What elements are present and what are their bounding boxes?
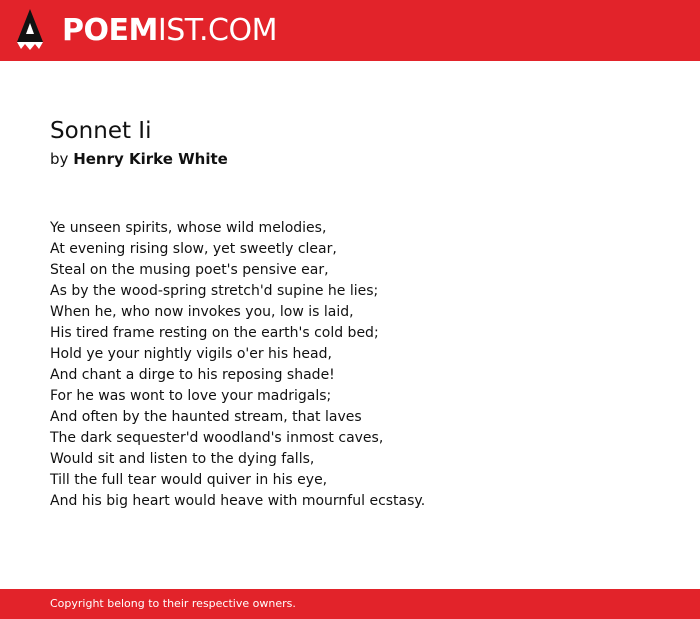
poem-line: Steal on the musing poet's pensive ear, <box>50 262 329 278</box>
pencil-tip-icon[interactable] <box>17 9 43 51</box>
site-header <box>0 0 700 61</box>
site-footer <box>0 589 700 619</box>
logo-text-bold: POEM <box>62 13 158 48</box>
poem-line: The dark sequester'd woodland's inmost caves, <box>50 430 384 446</box>
poem-line: Till the full tear would quiver in his eye, <box>50 472 328 488</box>
poem-line: And his big heart would heave with mournful ecstasy. <box>50 493 426 509</box>
poem-line: And chant a dirge to his reposing shade! <box>50 367 335 383</box>
poem-title: Sonnet Ii <box>50 118 152 144</box>
poem-line: Would sit and listen to the dying falls, <box>50 451 315 467</box>
copyright-notice: Copyright belong to their respective owners. <box>50 597 296 610</box>
poem-byline <box>50 148 228 170</box>
poem-body <box>50 218 425 512</box>
author-name: Henry Kirke White <box>73 150 228 168</box>
poem-line: And often by the haunted stream, that laves <box>50 409 362 425</box>
site-logo[interactable] <box>62 12 277 50</box>
poem-line: As by the wood-spring stretch'd supine he lies; <box>50 283 379 299</box>
poem-line: When he, who now invokes you, low is laid, <box>50 304 354 320</box>
by-label: by <box>50 150 69 168</box>
logo-text-light: IST.COM <box>157 13 277 48</box>
poem-line: At evening rising slow, yet sweetly clear, <box>50 241 337 257</box>
poem-line: For he was wont to love your madrigals; <box>50 388 332 404</box>
poem-line: Ye unseen spirits, whose wild melodies, <box>50 220 327 236</box>
poem-line: Hold ye your nightly vigils o'er his head, <box>50 346 332 362</box>
poem-line: His tired frame resting on the earth's cold bed; <box>50 325 379 341</box>
